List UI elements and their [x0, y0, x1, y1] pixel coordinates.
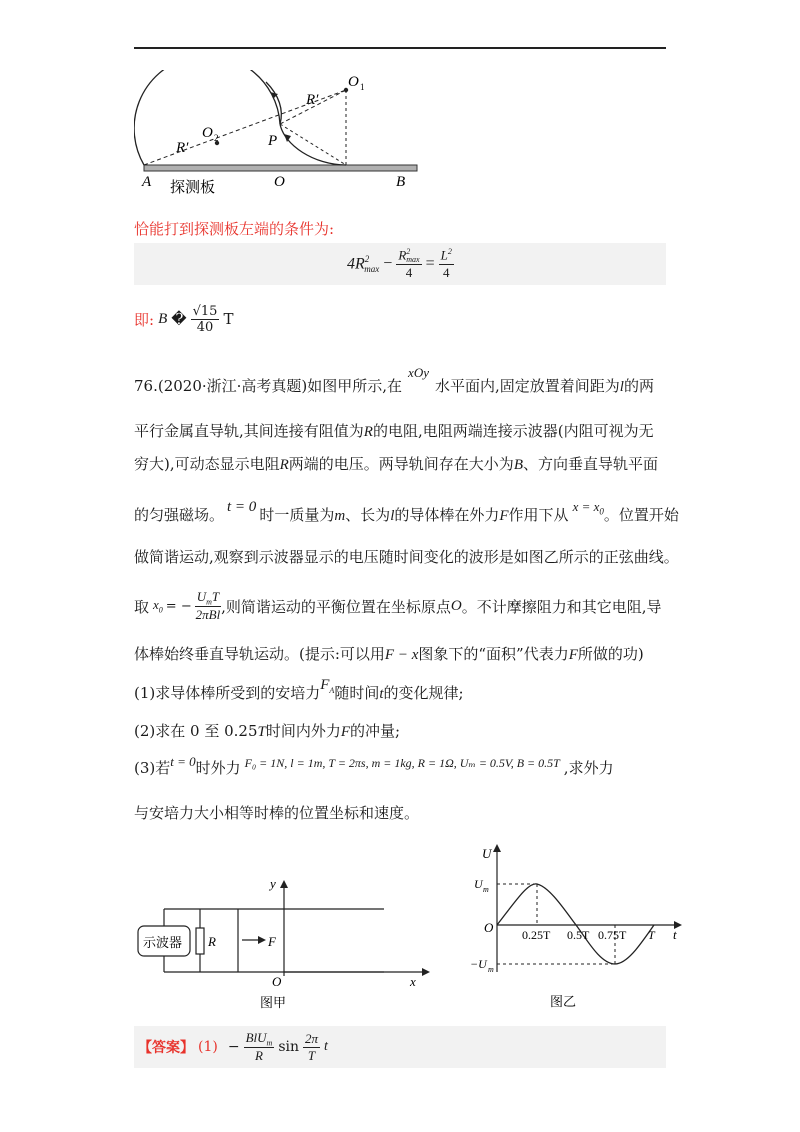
label-p: P: [268, 133, 278, 149]
label-b: B: [396, 174, 406, 190]
problem-line-1: 76.(2020·浙江·高考真题)如图甲所示,在xOy水平面内,固定放置着间距为l的两: [134, 365, 654, 395]
result-line: 即: B � √15 40 T: [134, 303, 234, 335]
caption-yi: 图乙: [550, 994, 577, 1009]
resistor: [196, 928, 204, 954]
svg-text:0.75T: 0.75T: [598, 928, 627, 942]
question-2: (2)求在 0 至 0.25T时间内外力F的冲量;: [134, 722, 401, 740]
trajectory-figure: [134, 70, 434, 205]
force-arrow-icon: [258, 936, 266, 944]
question-1: (1)求导体棒所受到的安培力$F_A$随时间t的变化规律;: [134, 677, 464, 702]
problem-line-5: 做简谐运动,观察到示波器显示的电压随时间变化的波形是如图乙所示的正弦曲线。: [134, 548, 679, 566]
sine-wave: [497, 884, 654, 964]
answer-line: 【答案】 (1) − BlU$_m$ R sin 2π T t: [138, 1029, 328, 1064]
label-board: 探测板: [170, 180, 216, 196]
formula-box: [134, 243, 666, 285]
problem-line-7: 体棒始终垂直导轨运动。(提示:可以用F − x图象下的“面积”代表力F所做的功): [134, 645, 644, 663]
svg-text:0.5T: 0.5T: [567, 928, 590, 942]
condition-heading: 恰能打到探测板左端的条件为:: [134, 220, 335, 238]
question-3: (3)若t = 0时外力 $^{F_0 = 1N, l = 1m, T = 2\pi s, m = 1kg, R = 1\Omega, U_m = 0.5V, B = 0.5T}$ ,求外力: [134, 754, 614, 777]
problem-line-2: 平行金属直导轨,其间连接有阻值为R的电阻,电阻两端连接示波器(内阻可视为无: [134, 422, 654, 440]
problem-line-6: 取 $x_0$ = − $U_mT$ 2πBl ,则简谐运动的平衡位置在坐标原点 O 。不计摩擦阻力和其它电阻,导: [134, 588, 662, 623]
svg-text:F: F: [268, 934, 276, 949]
answer-box: [134, 1026, 666, 1068]
svg-text:R: R: [208, 934, 216, 949]
question-4: 与安培力大小相等时棒的位置坐标和速度。: [134, 804, 420, 822]
figure-jia: [134, 874, 434, 1014]
svg-text:x: x: [410, 974, 416, 989]
svg-text:2: 2: [214, 133, 219, 143]
svg-text:U: U: [474, 877, 483, 891]
svg-text:O: O: [272, 974, 282, 989]
svg-text:0.25T: 0.25T: [522, 928, 551, 942]
problem-line-3: 穷大),可动态显示电阻R两端的电压。两导轨间存在大小为B、方向垂直导轨平面: [134, 455, 658, 473]
p-dashed: [280, 124, 346, 165]
label-o1: O: [348, 74, 359, 90]
label-o: O: [274, 174, 285, 190]
figure-yi: [470, 842, 690, 1012]
label-o2: O: [202, 125, 213, 141]
detector-board: [144, 165, 417, 171]
label-rprime-right: R′: [306, 92, 319, 108]
svg-text:t: t: [673, 927, 677, 942]
semicircle-arc: [134, 70, 280, 165]
svg-text:1: 1: [360, 82, 365, 92]
svg-text:m: m: [483, 885, 489, 894]
svg-text:O: O: [484, 920, 494, 935]
formula-condition: $4R^2_{max}$ − $R^2_{max}$ 4 = $\frac{L^2}{4}$: [347, 246, 452, 281]
svg-text:T: T: [648, 928, 655, 942]
caption-jia: 图甲: [260, 995, 287, 1010]
problem-line-4: 的匀强磁场。 t = 0 时一质量为m、长为l的导体棒在外力F作用下从 $x = x_0$。位置开始: [134, 499, 679, 524]
page-top-rule: [134, 47, 666, 49]
svg-text:−U: −U: [470, 957, 487, 971]
label-rprime-left: R′: [176, 140, 189, 156]
svg-text:m: m: [488, 965, 494, 974]
svg-text:y: y: [270, 876, 276, 891]
label-a: A: [142, 174, 152, 190]
arrow-down-icon: [284, 134, 291, 142]
svg-text:示波器: 示波器: [143, 935, 183, 950]
svg-text:U: U: [482, 846, 492, 861]
